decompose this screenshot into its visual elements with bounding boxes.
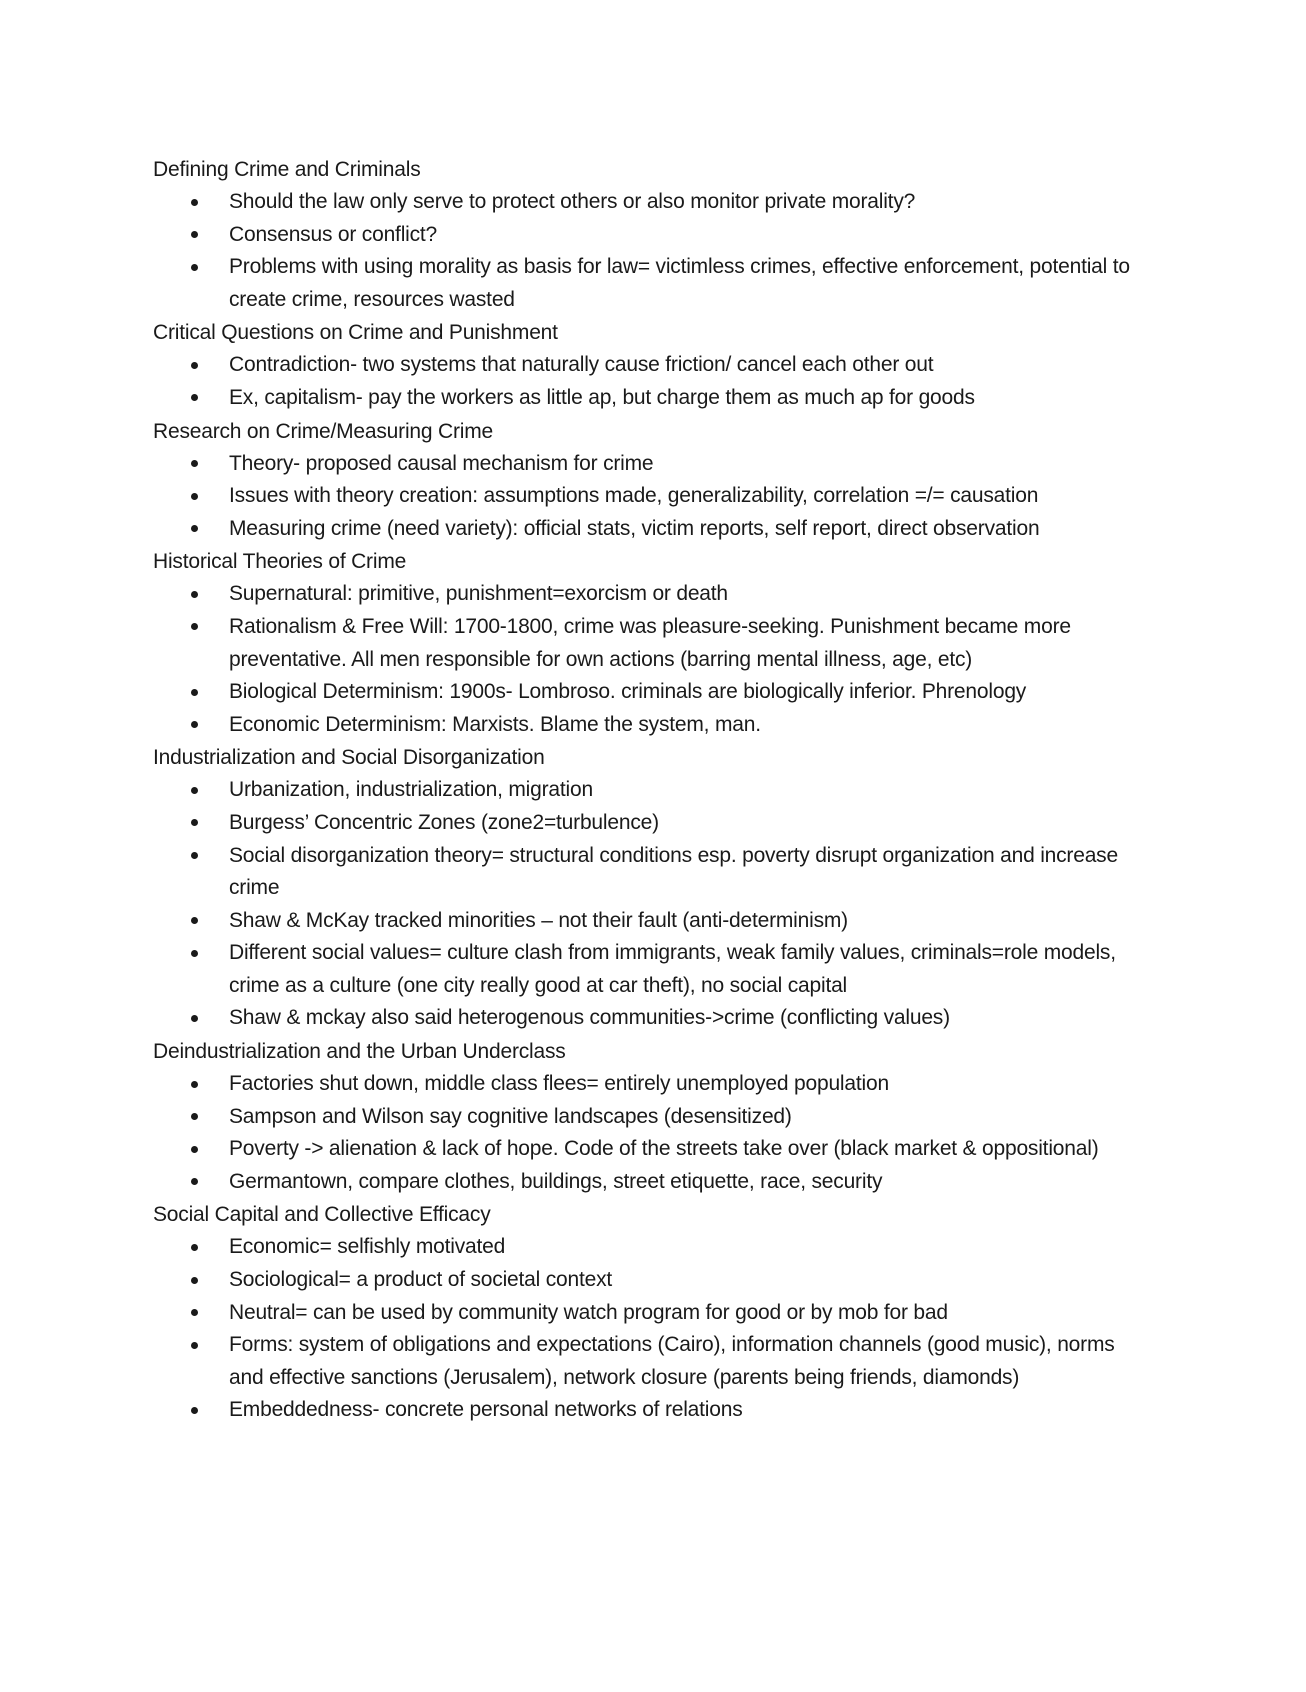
bullet-icon (191, 1146, 198, 1153)
section-heading: Social Capital and Collective Efficacy (153, 1203, 491, 1227)
list-item-text: Poverty -> alienation & lack of hope. Code of the streets take over (black market & oppositional) (229, 1137, 1099, 1161)
bullet-list (153, 578, 1153, 741)
list-item-text: Economic Determinism: Marxists. Blame the system, man. (229, 712, 761, 736)
document-page (153, 153, 1153, 1427)
list-item (153, 186, 1153, 219)
list-item (153, 1329, 1153, 1394)
section-research-measuring (153, 415, 1153, 546)
list-item (153, 709, 1153, 742)
list-item-text: Supernatural: primitive, punishment=exorcism or death (229, 582, 728, 606)
list-item-text: Shaw & mckay also said heterogenous communities->crime (conflicting values) (229, 1006, 950, 1030)
bullet-icon (191, 525, 198, 532)
bullet-icon (191, 721, 198, 728)
list-item-text: Shaw & McKay tracked minorities – not their fault (anti-determinism) (229, 908, 848, 932)
list-item (153, 1166, 1153, 1199)
bullet-list (153, 1068, 1153, 1198)
bullet-icon (191, 950, 198, 957)
bullet-icon (191, 787, 198, 794)
bullet-icon (191, 689, 198, 696)
list-item (153, 1394, 1153, 1427)
list-item (153, 1101, 1153, 1134)
list-item (153, 807, 1153, 840)
list-item (153, 448, 1153, 481)
section-industrialization (153, 741, 1153, 1035)
list-item (153, 578, 1153, 611)
bullet-icon (191, 852, 198, 859)
list-item-text: Burgess’ Concentric Zones (zone2=turbulence) (229, 810, 659, 834)
bullet-icon (191, 394, 198, 401)
list-item-text: Theory- proposed causal mechanism for crime (229, 451, 654, 475)
list-item-text: Biological Determinism: 1900s- Lombroso. criminals are biologically inferior. Phrenology (229, 680, 1027, 704)
bullet-list (153, 774, 1153, 1035)
bullet-list (153, 349, 1153, 414)
list-item-text: Forms: system of obligations and expectations (Cairo), information channels (good music), norms and effective sanctions (Jerusalem), network closure (parents being friends, diamonds) (229, 1333, 1115, 1389)
list-item (153, 219, 1153, 252)
bullet-icon (191, 1407, 198, 1414)
bullet-icon (191, 1081, 198, 1088)
list-item (153, 349, 1153, 382)
list-item-text: Rationalism & Free Will: 1700-1800, crime was pleasure-seeking. Punishment became more preventative. All men responsible for own actions (barring mental illness, age, etc) (229, 614, 1071, 671)
bullet-icon (191, 1015, 198, 1022)
bullet-icon (191, 1113, 198, 1120)
list-item (153, 1297, 1153, 1330)
bullet-list (153, 186, 1153, 316)
list-item-text: Neutral= can be used by community watch program for good or by mob for bad (229, 1300, 948, 1324)
bullet-icon (191, 362, 198, 369)
bullet-icon (191, 1244, 198, 1251)
bullet-icon (191, 460, 198, 467)
bullet-icon (191, 917, 198, 924)
section-heading: Research on Crime/Measuring Crime (153, 419, 494, 443)
list-item (153, 1133, 1153, 1166)
list-item (153, 840, 1153, 905)
section-heading: Critical Questions on Crime and Punishment (153, 321, 558, 345)
list-item-text: Economic= selfishly motivated (229, 1235, 506, 1259)
bullet-list (153, 1231, 1153, 1427)
list-item-text: Factories shut down, middle class flees= entirely unemployed population (229, 1072, 889, 1096)
list-item-text: Issues with theory creation: assumptions made, generalizability, correlation =/= causation (229, 484, 1039, 508)
list-item (153, 611, 1153, 676)
list-item-text: Should the law only serve to protect others or also monitor private morality? (229, 190, 916, 213)
list-item (153, 1231, 1153, 1264)
list-item (153, 937, 1153, 1002)
list-item (153, 676, 1153, 709)
list-item-text: Problems with using morality as basis for law= victimless crimes, effective enforcement, potential to create crime, resources wasted (229, 255, 1130, 311)
list-item-text: Ex, capitalism- pay the workers as little ap, but charge them as much ap for goods (229, 385, 975, 409)
section-heading: Industrialization and Social Disorganization (153, 746, 545, 770)
list-item-text: Different social values= culture clash from immigrants, weak family values, criminals=role models, crime as a culture (one city really good at car theft), no social capital (229, 941, 1116, 997)
list-item (153, 774, 1153, 807)
section-social-capital (153, 1198, 1153, 1427)
list-item (153, 1002, 1153, 1035)
list-item (153, 905, 1153, 938)
list-item-text: Measuring crime (need variety): official stats, victim reports, self report, direct observation (229, 516, 1040, 540)
list-item-text: Sociological= a product of societal context (229, 1268, 613, 1292)
section-critical-questions (153, 316, 1153, 414)
list-item-text: Germantown, compare clothes, buildings, street etiquette, race, security (229, 1169, 883, 1193)
section-heading: Deindustrialization and the Urban Underclass (153, 1040, 566, 1064)
bullet-icon (191, 1309, 198, 1316)
bullet-icon (191, 264, 198, 271)
section-defining-crime (153, 153, 1153, 316)
section-historical-theories (153, 545, 1153, 741)
bullet-list (153, 448, 1153, 546)
bullet-icon (191, 1178, 198, 1185)
list-item-text: Consensus or conflict? (229, 222, 438, 246)
list-item-text: Urbanization, industrialization, migration (229, 778, 593, 802)
bullet-icon (191, 199, 198, 206)
bullet-icon (191, 231, 198, 238)
bullet-icon (191, 1277, 198, 1284)
list-item (153, 1068, 1153, 1101)
bullet-icon (191, 493, 198, 500)
list-item (153, 251, 1153, 316)
section-heading: Defining Crime and Criminals (153, 158, 421, 181)
list-item (153, 480, 1153, 513)
section-deindustrialization (153, 1035, 1153, 1198)
list-item-text: Social disorganization theory= structural conditions esp. poverty disrupt organization and increase crime (229, 843, 1118, 900)
list-item (153, 1264, 1153, 1297)
list-item-text: Embeddedness- concrete personal networks of relations (229, 1398, 743, 1422)
bullet-icon (191, 623, 198, 630)
section-heading: Historical Theories of Crime (153, 550, 407, 574)
bullet-icon (191, 591, 198, 598)
list-item-text: Contradiction- two systems that naturally cause friction/ cancel each other out (229, 353, 934, 377)
bullet-icon (191, 819, 198, 826)
list-item (153, 382, 1153, 415)
bullet-icon (191, 1342, 198, 1349)
list-item (153, 513, 1153, 546)
list-item-text: Sampson and Wilson say cognitive landscapes (desensitized) (229, 1104, 792, 1128)
